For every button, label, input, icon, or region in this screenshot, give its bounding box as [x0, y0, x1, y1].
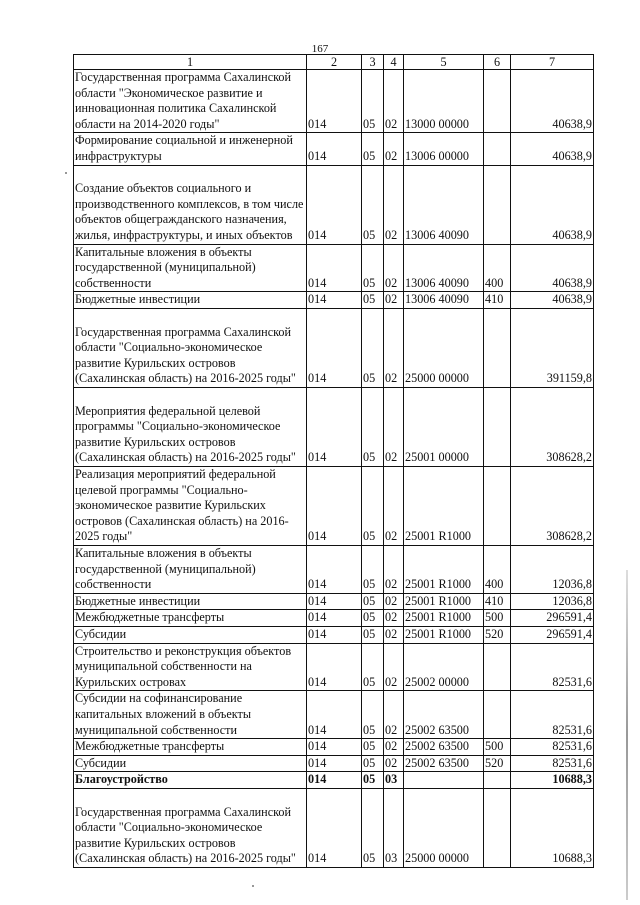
row-target-item: 25001 R1000 [404, 626, 484, 643]
row-amount: 296591,4 [511, 626, 594, 643]
row-expense-type [484, 466, 511, 545]
scan-speck [252, 885, 254, 887]
row-name: Формирование социальной и инженерной инфраструктуры [74, 133, 307, 165]
row-admin-code: 014 [307, 626, 362, 643]
row-target-item: 25001 00000 [404, 387, 484, 466]
row-target-item: 25001 R1000 [404, 545, 484, 593]
page-number: 167 [311, 43, 329, 55]
row-section: 05 [362, 739, 384, 756]
row-name: Мероприятия федеральной целевой программы "Социально-экономическое развитие Курильских островов (Сахалинская область) на 2016-2025 годы" [74, 387, 307, 466]
table-row [74, 626, 594, 643]
budget-table [73, 54, 594, 868]
header-col-1: 1 [74, 55, 307, 70]
row-subsection: 02 [384, 165, 404, 244]
row-subsection: 02 [384, 755, 404, 772]
table-row [74, 466, 594, 545]
row-section: 05 [362, 593, 384, 610]
row-subsection: 02 [384, 610, 404, 627]
row-admin-code: 014 [307, 739, 362, 756]
row-amount: 12036,8 [511, 545, 594, 593]
row-subsection: 02 [384, 133, 404, 165]
row-name: Государственная программа Сахалинской области "Социально-экономическое развитие Курильских островов (Сахалинская область) на 2016-2025 годы" [74, 788, 307, 867]
row-admin-code: 014 [307, 772, 362, 789]
table-row [74, 387, 594, 466]
row-name: Капитальные вложения в объекты государственной (муниципальной) собственности [74, 244, 307, 292]
row-subsection: 02 [384, 593, 404, 610]
row-admin-code: 014 [307, 308, 362, 387]
row-amount: 40638,9 [511, 292, 594, 309]
row-admin-code: 014 [307, 70, 362, 133]
row-amount: 296591,4 [511, 610, 594, 627]
row-name: Межбюджетные трансферты [74, 739, 307, 756]
row-expense-type: 410 [484, 593, 511, 610]
row-amount: 40638,9 [511, 70, 594, 133]
row-expense-type [484, 387, 511, 466]
table-row [74, 70, 594, 133]
row-section: 05 [362, 70, 384, 133]
row-subsection: 02 [384, 626, 404, 643]
row-subsection: 02 [384, 292, 404, 309]
table-row [74, 133, 594, 165]
row-target-item: 13006 40090 [404, 165, 484, 244]
table-row [74, 308, 594, 387]
row-name: Государственная программа Сахалинской области "Экономическое развитие и инновационная политика Сахалинской области на 2014-2020 годы" [74, 70, 307, 133]
header-col-4: 4 [384, 55, 404, 70]
row-target-item: 25001 R1000 [404, 610, 484, 627]
scan-speck [65, 172, 67, 174]
row-subsection: 02 [384, 466, 404, 545]
row-amount: 82531,6 [511, 691, 594, 739]
row-expense-type: 520 [484, 755, 511, 772]
row-subsection: 02 [384, 244, 404, 292]
row-admin-code: 014 [307, 610, 362, 627]
row-section: 05 [362, 545, 384, 593]
row-section: 05 [362, 610, 384, 627]
row-target-item: 25001 R1000 [404, 466, 484, 545]
row-expense-type: 500 [484, 739, 511, 756]
row-name: Бюджетные инвестиции [74, 593, 307, 610]
row-section: 05 [362, 788, 384, 867]
row-amount: 308628,2 [511, 466, 594, 545]
table-row [74, 165, 594, 244]
row-target-item: 13006 40090 [404, 244, 484, 292]
row-expense-type [484, 691, 511, 739]
row-amount: 10688,3 [511, 788, 594, 867]
row-section: 05 [362, 308, 384, 387]
row-amount: 82531,6 [511, 739, 594, 756]
row-subsection: 02 [384, 691, 404, 739]
row-expense-type [484, 772, 511, 789]
row-admin-code: 014 [307, 466, 362, 545]
row-name: Реализация мероприятий федеральной целевой программы "Социально-экономическое развитие Курильских островов (Сахалинская область) на 2016-2025 годы" [74, 466, 307, 545]
row-admin-code: 014 [307, 545, 362, 593]
row-target-item: 25002 63500 [404, 691, 484, 739]
header-row [74, 55, 594, 70]
row-target-item [404, 772, 484, 789]
row-amount: 308628,2 [511, 387, 594, 466]
table-row [74, 593, 594, 610]
header-col-3: 3 [362, 55, 384, 70]
row-amount: 12036,8 [511, 593, 594, 610]
row-name: Субсидии [74, 755, 307, 772]
row-admin-code: 014 [307, 755, 362, 772]
row-section: 05 [362, 772, 384, 789]
table-row [74, 788, 594, 867]
row-admin-code: 014 [307, 244, 362, 292]
row-expense-type: 400 [484, 545, 511, 593]
row-admin-code: 014 [307, 593, 362, 610]
row-section: 05 [362, 643, 384, 691]
row-section: 05 [362, 466, 384, 545]
row-subsection: 02 [384, 387, 404, 466]
row-expense-type: 410 [484, 292, 511, 309]
row-target-item: 25002 00000 [404, 643, 484, 691]
table-row [74, 610, 594, 627]
row-amount: 82531,6 [511, 643, 594, 691]
row-admin-code: 014 [307, 165, 362, 244]
row-section: 05 [362, 755, 384, 772]
row-target-item: 13000 00000 [404, 70, 484, 133]
row-amount: 40638,9 [511, 244, 594, 292]
row-section: 05 [362, 244, 384, 292]
row-section: 05 [362, 292, 384, 309]
row-target-item: 25000 00000 [404, 788, 484, 867]
row-expense-type [484, 70, 511, 133]
table-row [74, 772, 594, 789]
row-name: Бюджетные инвестиции [74, 292, 307, 309]
row-expense-type [484, 643, 511, 691]
table-row [74, 545, 594, 593]
row-subsection: 03 [384, 772, 404, 789]
row-section: 05 [362, 691, 384, 739]
row-target-item: 25000 00000 [404, 308, 484, 387]
row-amount: 40638,9 [511, 133, 594, 165]
row-subsection: 02 [384, 643, 404, 691]
row-subsection: 02 [384, 545, 404, 593]
row-name: Субсидии [74, 626, 307, 643]
row-name: Благоустройство [74, 772, 307, 789]
row-name: Капитальные вложения в объекты государственной (муниципальной) собственности [74, 545, 307, 593]
row-name: Строительство и реконструкция объектов муниципальной собственности на Курильских островах [74, 643, 307, 691]
header-col-5: 5 [404, 55, 484, 70]
table-row [74, 755, 594, 772]
row-name: Межбюджетные трансферты [74, 610, 307, 627]
row-amount: 40638,9 [511, 165, 594, 244]
row-name: Субсидии на софинансирование капитальных вложений в объекты муниципальной собственности [74, 691, 307, 739]
row-amount: 82531,6 [511, 755, 594, 772]
row-section: 05 [362, 387, 384, 466]
row-section: 05 [362, 165, 384, 244]
table-row [74, 643, 594, 691]
row-admin-code: 014 [307, 643, 362, 691]
row-target-item: 25001 R1000 [404, 593, 484, 610]
row-section: 05 [362, 133, 384, 165]
row-expense-type: 520 [484, 626, 511, 643]
row-admin-code: 014 [307, 788, 362, 867]
row-name: Государственная программа Сахалинской области "Социально-экономическое развитие Курильских островов (Сахалинская область) на 2016-2025 годы" [74, 308, 307, 387]
row-target-item: 13006 40090 [404, 292, 484, 309]
row-expense-type: 400 [484, 244, 511, 292]
table-row [74, 292, 594, 309]
scan-edge-mark [626, 570, 628, 900]
row-subsection: 02 [384, 308, 404, 387]
row-target-item: 13006 00000 [404, 133, 484, 165]
row-subsection: 02 [384, 70, 404, 133]
header-col-2: 2 [307, 55, 362, 70]
table-row [74, 244, 594, 292]
table-row [74, 691, 594, 739]
row-expense-type [484, 165, 511, 244]
row-expense-type: 500 [484, 610, 511, 627]
header-col-7: 7 [511, 55, 594, 70]
row-expense-type [484, 788, 511, 867]
row-target-item: 25002 63500 [404, 739, 484, 756]
row-amount: 391159,8 [511, 308, 594, 387]
row-admin-code: 014 [307, 292, 362, 309]
header-col-6: 6 [484, 55, 511, 70]
row-admin-code: 014 [307, 133, 362, 165]
row-expense-type [484, 133, 511, 165]
row-amount: 10688,3 [511, 772, 594, 789]
row-admin-code: 014 [307, 387, 362, 466]
row-expense-type [484, 308, 511, 387]
row-target-item: 25002 63500 [404, 755, 484, 772]
row-admin-code: 014 [307, 691, 362, 739]
row-subsection: 02 [384, 739, 404, 756]
row-name: Создание объектов социального и производственного комплексов, в том числе объектов общегражданского назначения, жилья, инфраструктуры, и иных объектов [74, 165, 307, 244]
row-section: 05 [362, 626, 384, 643]
row-subsection: 03 [384, 788, 404, 867]
table-row [74, 739, 594, 756]
